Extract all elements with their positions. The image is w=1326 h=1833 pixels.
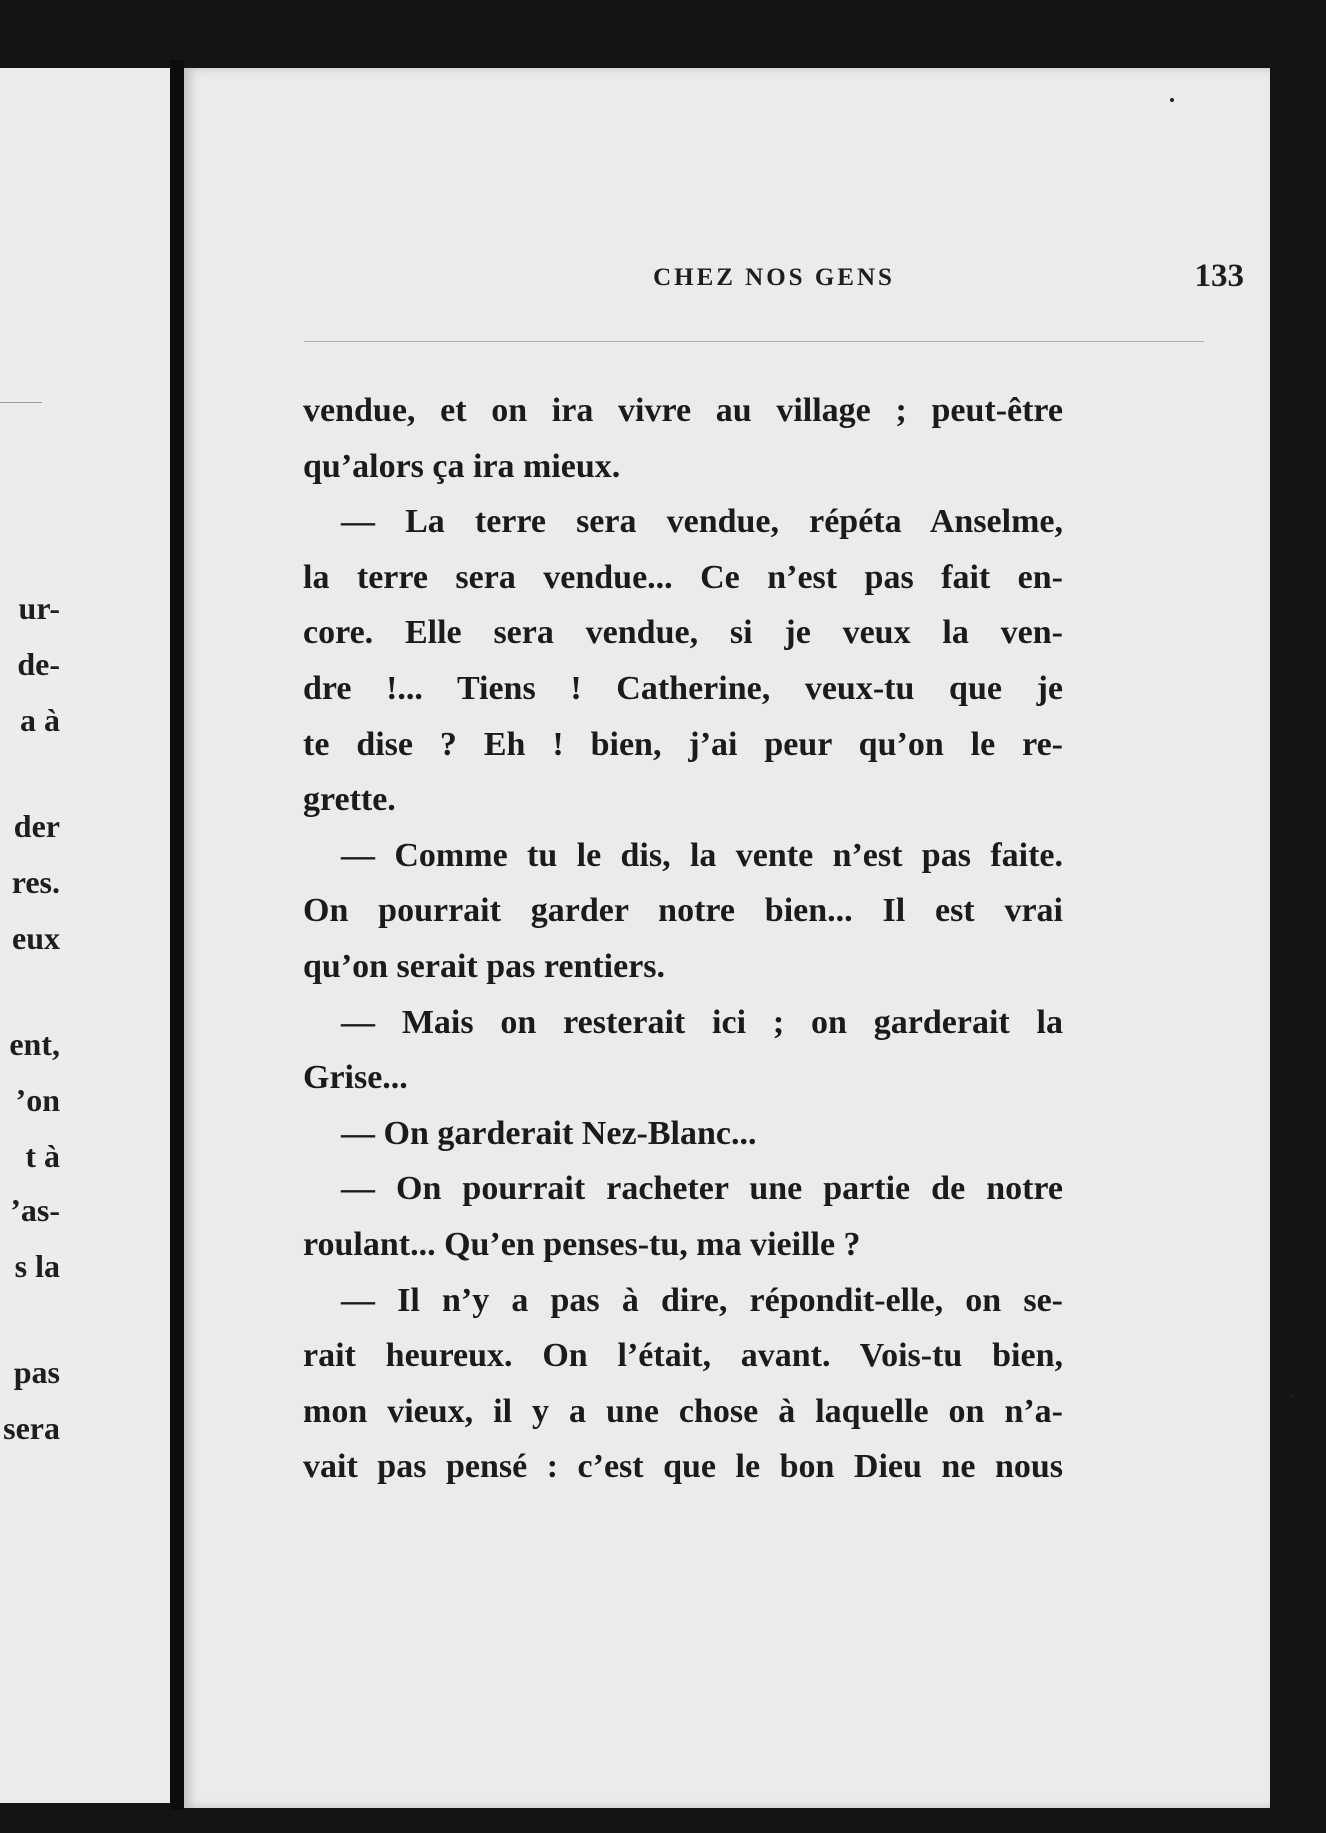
text-line: mon vieux, il y a une chose à laquelle on n’a- [303,1392,1063,1430]
left-fragment-line: sera [3,1410,60,1446]
left-fragment-line: res. [11,864,60,900]
left-fragment-line: ’as- [10,1192,60,1228]
text-line: — Comme tu le dis, la vente n’est pas faite. [341,836,1063,874]
text-line: qu’on serait pas rentiers. [303,947,666,985]
running-title: CHEZ NOS GENS [653,264,895,291]
text-line: roulant... Qu’en penses-tu, ma vieille ? [303,1225,861,1263]
running-head [304,258,1244,308]
left-fragment-line: pas [13,1354,60,1390]
text-line: vait pas pensé : c’est que le bon Dieu ne nous [303,1448,1063,1486]
left-fragment-line: s la [14,1248,60,1284]
text-line: rait heureux. On l’était, avant. Vois-tu bien, [303,1337,1063,1375]
left-fragment-line: der [13,808,60,844]
left-fragment-line: de- [17,646,60,682]
text-line: grette. [303,781,396,819]
page [184,68,1270,1808]
text-line: — Il n’y a pas à dire, répondit-elle, on se- [341,1281,1063,1319]
left-fragment-line: ’on [15,1082,60,1118]
left-fragment-line: ur- [18,590,60,626]
text-line: Grise... [303,1059,408,1097]
body-text [303,383,1063,1495]
text-line: On pourrait garder notre bien... Il est vrai [303,892,1063,930]
text-line: — La terre sera vendue, répéta Anselme, [341,503,1063,541]
left-fragment-line: t à [25,1138,60,1174]
text-line: dre !... Tiens ! Catherine, veux-tu que je [303,669,1063,707]
header-rule [304,341,1204,342]
text-line: la terre sera vendue... Ce n’est pas fait en- [303,558,1063,596]
text-line: qu’alors ça ira mieux. [303,447,621,485]
text-line: — On garderait Nez-Blanc... [341,1114,757,1152]
text-line: te dise ? Eh ! bien, j’ai peur qu’on le re- [303,725,1063,763]
scan-speck [1170,98,1174,102]
scan-speck [1290,1394,1293,1397]
text-line: vendue, et on ira vivre au village ; peut-être [303,392,1063,429]
text-line: core. Elle sera vendue, si je veux la ven- [303,614,1063,652]
left-fragment-line: eux [12,920,60,956]
page-number: 133 [1194,258,1244,294]
text-line: — Mais on resterait ici ; on garderait la [341,1003,1063,1041]
left-fragment-line: ent, [9,1026,60,1062]
previous-page-rule [0,402,42,403]
left-fragment-line: a à [20,702,60,738]
previous-page-fragment [0,68,172,1803]
book-gutter [170,60,184,1810]
text-line: — On pourrait racheter une partie de notre [341,1170,1063,1208]
